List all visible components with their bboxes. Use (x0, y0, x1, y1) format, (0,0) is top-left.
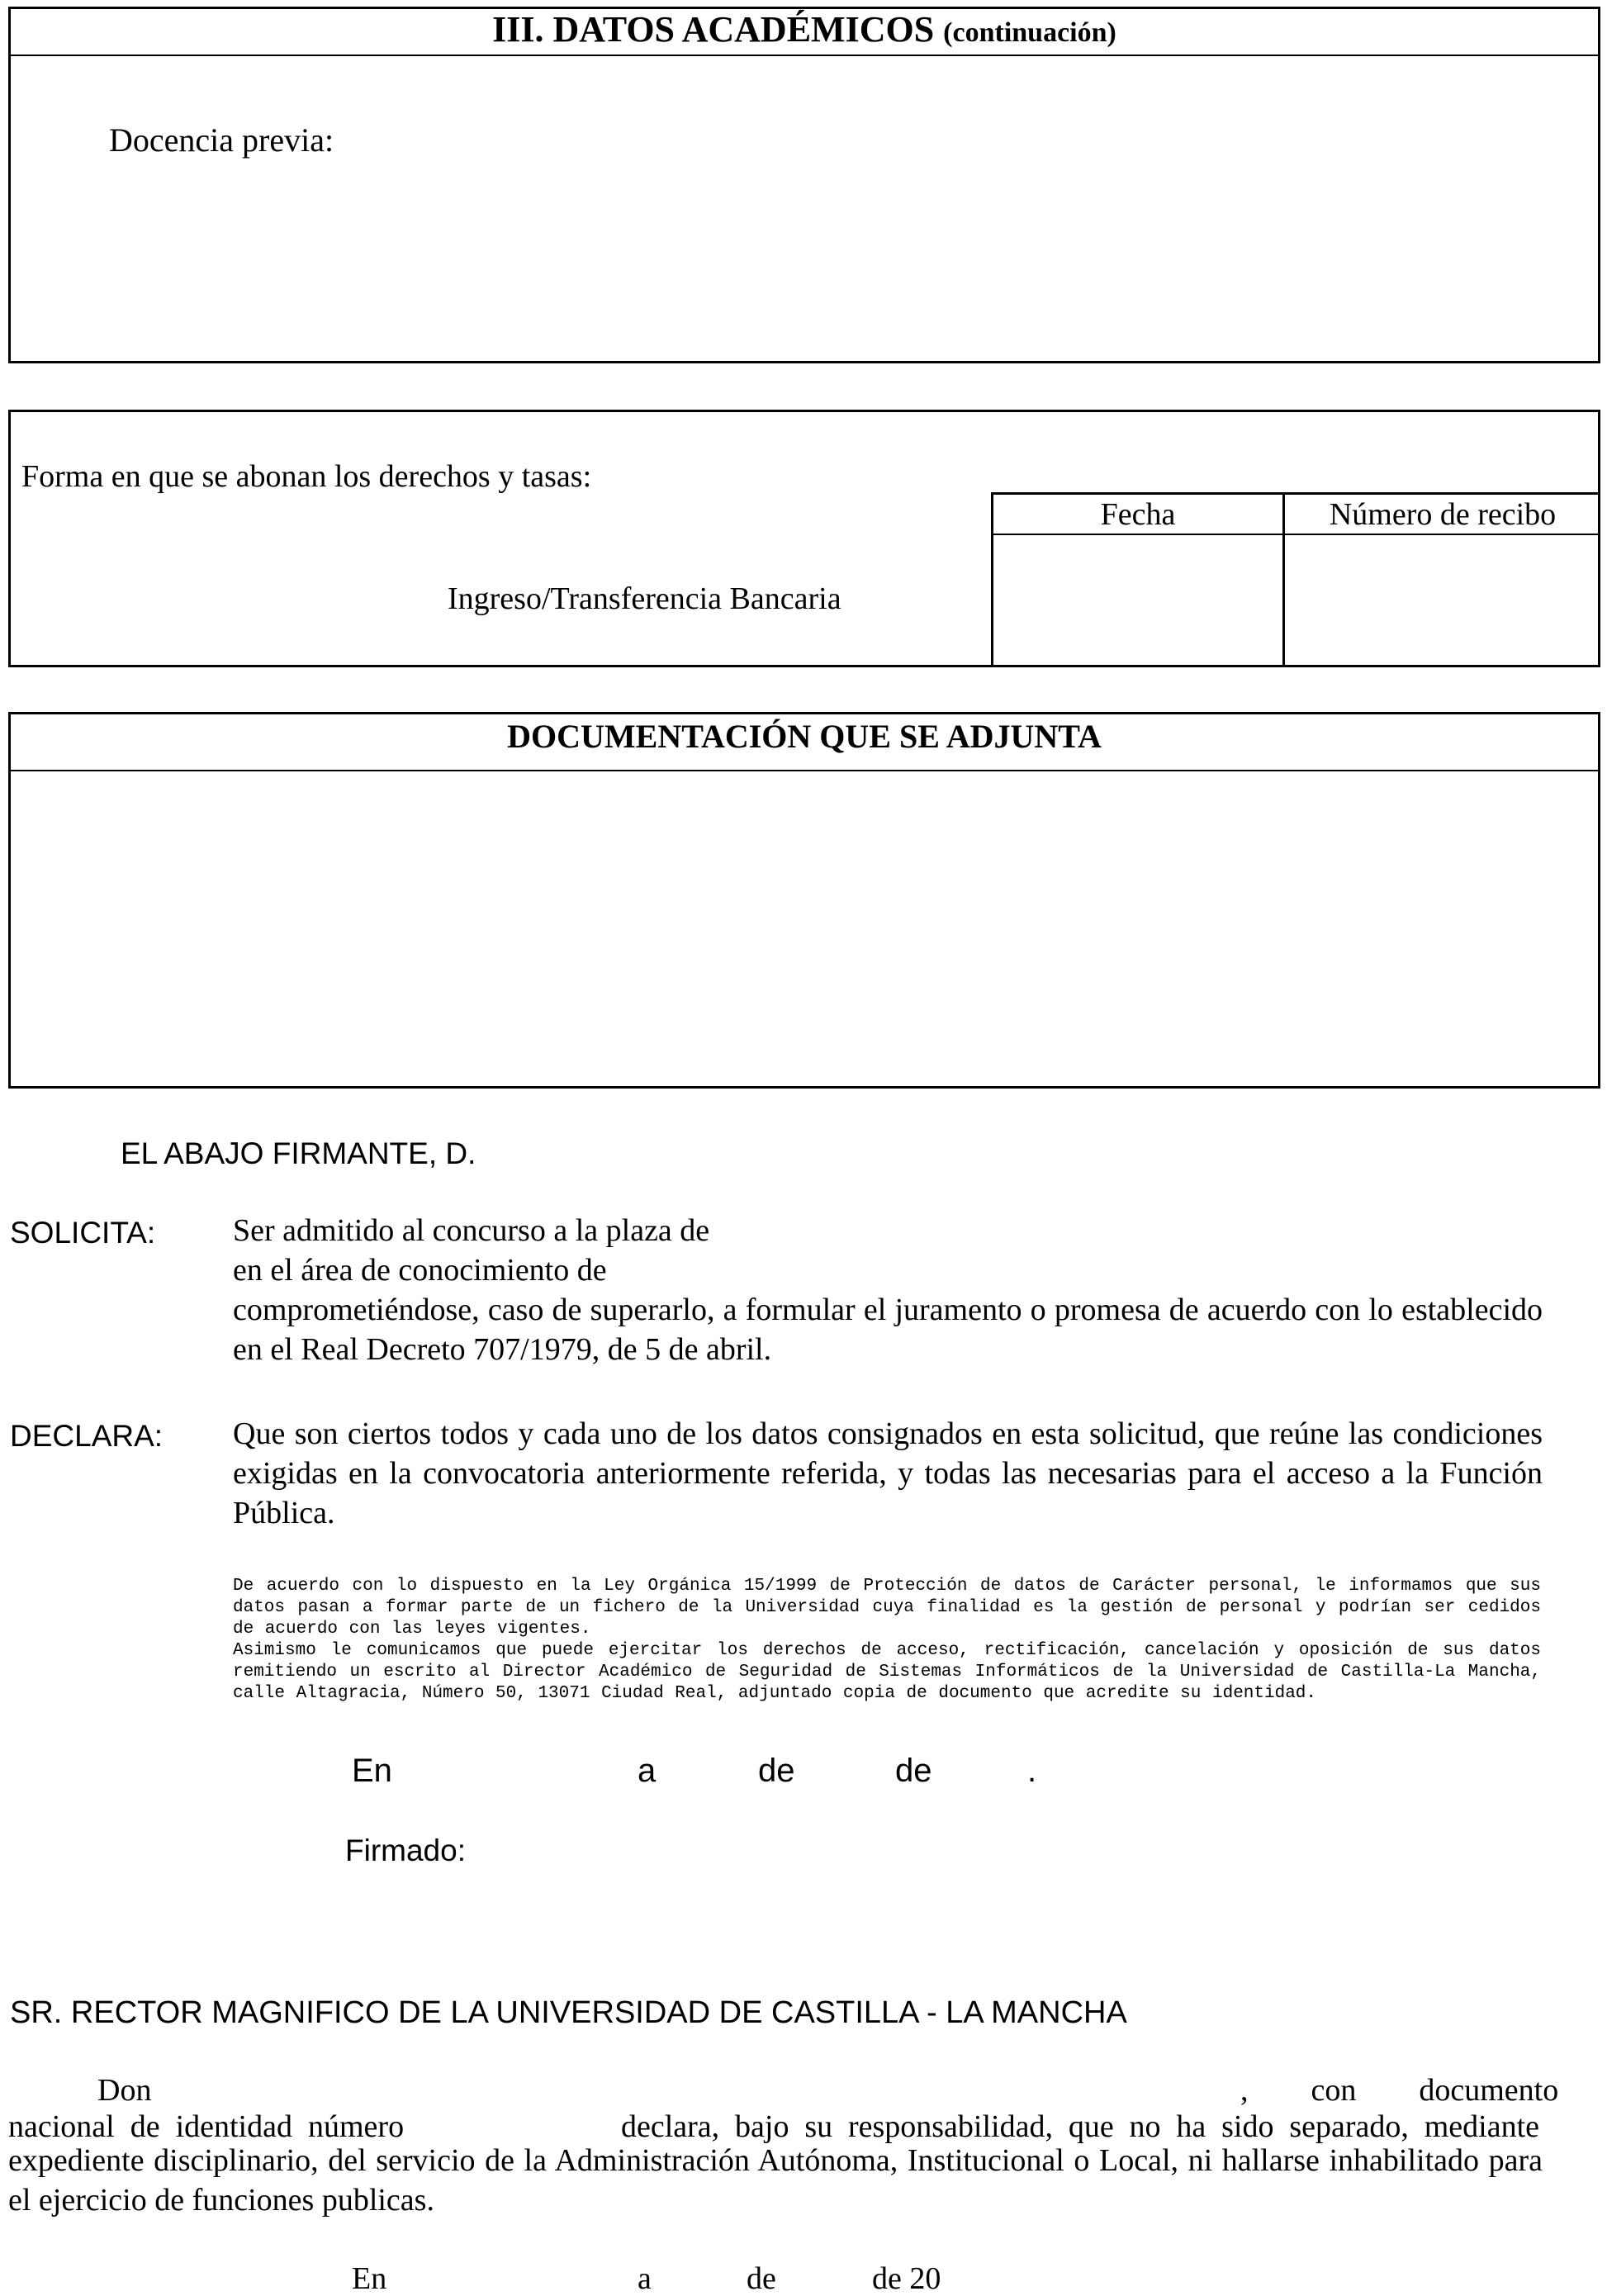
date2-de-20: de 20 (872, 2261, 941, 2296)
documentation-title-divider (8, 770, 1600, 771)
academic-title-suffix: (continuación) (943, 17, 1116, 48)
payment-table-header-divider (991, 534, 1600, 535)
payment-col-recibo: Número de recibo (1329, 497, 1557, 532)
decl2-line2-rest: declara, bajo su responsabilidad, que no ha sido separado, mediante (621, 2109, 1539, 2144)
academic-title-divider (8, 55, 1600, 56)
date2-en: En (352, 2261, 387, 2296)
academic-title-main: III. DATOS ACADÉMICOS (492, 9, 935, 50)
docencia-previa-field[interactable] (13, 173, 1595, 358)
firmado-label: Firmado: (345, 1833, 466, 1867)
payment-method: Ingreso/Transferencia Bancaria (448, 581, 841, 616)
decl2-don: Don (97, 2073, 152, 2108)
documentation-title: DOCUMENTACIÓN QUE SE ADJUNTA (507, 718, 1102, 755)
decl2-dni-label: nacional de identidad número (8, 2109, 405, 2144)
payment-col-fecha: Fecha (1100, 497, 1176, 532)
solicita-line2: en el área de conocimiento de (233, 1253, 607, 1288)
docencia-previa-label: Docencia previa: (109, 121, 334, 159)
date1-a: a (638, 1753, 657, 1789)
payment-recibo-field[interactable] (1287, 537, 1597, 662)
date1-de-2: de (895, 1753, 932, 1789)
date1-en: En (352, 1753, 392, 1789)
date1-de-1: de (758, 1753, 795, 1789)
solicita-text (233, 1211, 1543, 1369)
documentation-field[interactable] (13, 775, 1595, 1084)
addressee: SR. RECTOR MAGNIFICO DE LA UNIVERSIDAD DE CASTILLA - LA MANCHA (10, 1995, 1127, 2030)
decl2-con-documento: , con documento (1240, 2073, 1559, 2108)
legal-paragraph-1: De acuerdo con lo dispuesto en la Ley Orgánica 15/1999 de Protección de datos de Carácter personal, le informamos que sus datos pasan a formar parte de un fichero de la Universidad cuya finalidad es la gestión de personal y podrían ser cedidos de acuerdo con las leyes vigentes. (233, 1577, 1541, 1639)
date2-de-1: de (747, 2261, 776, 2296)
payment-fecha-field[interactable] (994, 537, 1280, 662)
payment-table-top-border (991, 492, 1600, 495)
date2-a: a (638, 2261, 652, 2296)
decl2-rest: expediente disciplinario, del servicio de la Administración Autónoma, Institucional o Local, ni hallarse inhabilitado para el ejercicio de funciones publicas. (8, 2143, 1543, 2218)
declara-label: DECLARA: (10, 1419, 164, 1453)
legal-notice (233, 1576, 1541, 1705)
declara-text: Que son ciertos todos y cada uno de los datos consignados en esta solicitud, que reúne las condiciones exigidas en la convocatoria anteriormente referida, y todas las necesarias para el acceso a la Función Pública. (233, 1416, 1543, 1530)
solicita-line3: comprometiéndose, caso de superarlo, a formular el juramento o promesa de acuerdo con lo establecido en el Real Decreto 707/1979, de 5 de abril. (233, 1293, 1543, 1367)
solicita-line1: Ser admitido al concurso a la plaza de (233, 1213, 710, 1248)
legal-paragraph-2: Asimismo le comunicamos que puede ejercitar los derechos de acceso, rectificación, cancelación y oposición de sus datos remitiendo un escrito al Director Académico de Seguridad de Sistemas Informáticos de la Universidad de Castilla-La Mancha, calle Altagracia, Número 50, 13071 Ciudad Real, adjuntado copia de documento que acredite su identidad. (233, 1641, 1541, 1703)
date1-dot: . (1027, 1753, 1037, 1789)
solicita-label: SOLICITA: (10, 1216, 156, 1250)
signer-label: EL ABAJO FIRMANTE, D. (121, 1136, 476, 1170)
academic-section-title (8, 9, 1600, 50)
payment-label: Forma en que se abonan los derechos y tasas: (21, 459, 592, 494)
